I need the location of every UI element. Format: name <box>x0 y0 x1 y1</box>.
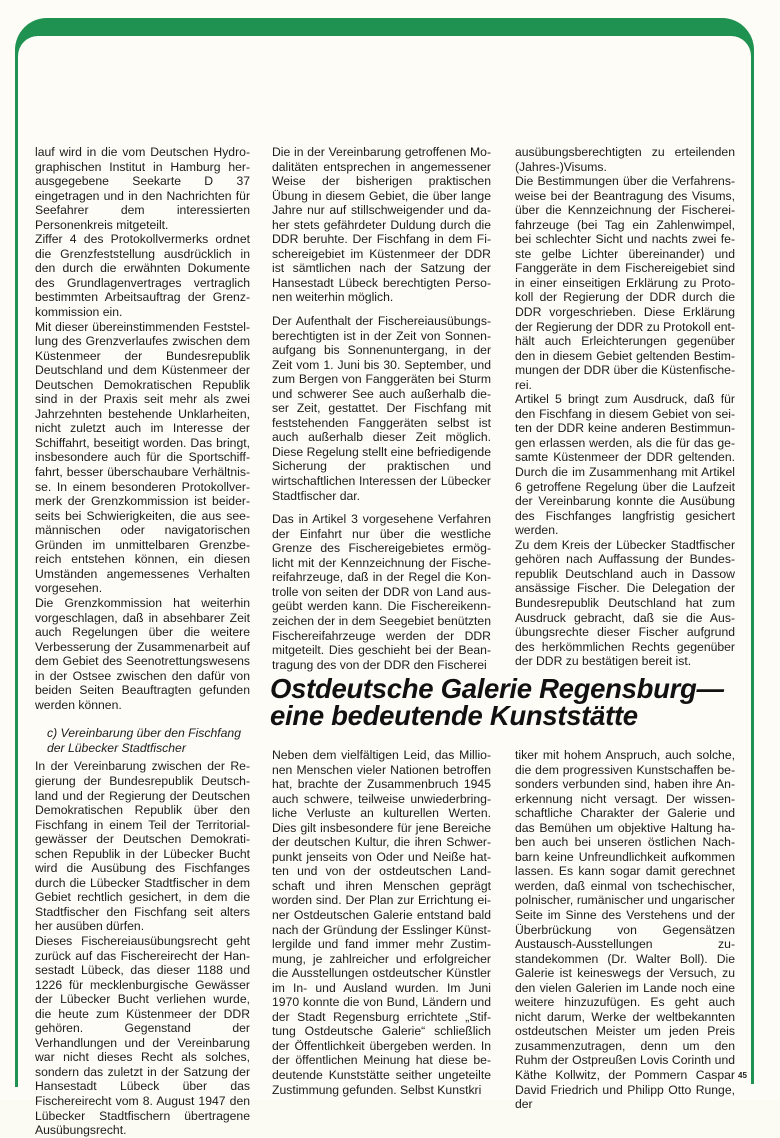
paragraph: ausübungsberechtigten zu erteilenden (Jahres-)Visums. <box>515 145 735 174</box>
article2-column-2 <box>515 748 735 1112</box>
paragraph: Dieses Fischereiausübungsrecht geht zurück auf das Fischereirecht der Hansestadt Lübeck, das dieser 1188 und 1226 für mecklenburgische Gewässer der Lübecker Bucht verliehen wurde, die heute zum Küstenmeer der DDR gehören. Gegenstand der Verhandlungen und der Vereinbarung war nicht dieses Recht als solches, sondern das zuletzt in der Satzung der Hansestadt Lübeck über das Fischereirecht vom 8. August 1947 den Lübecker Stadtfischern übertragene Ausübungsrecht. <box>35 933 250 1138</box>
paragraph: Die Grenzkommission hat weiterhin vorgeschlagen, daß in absehbarer Zeit auch Regelungen über die weitere Verbesserung der Zusammenarbeit auf dem Gebiet des Seenotrettungswesens in der Ostsee zwischen den dafür von beiden Seiten Beauftragten gefunden werden können. <box>35 595 250 712</box>
paragraph: Neben dem vielfältigen Leid, das Millionen Menschen vieler Nationen betroffen hat, brachte der Zusammenbruch 1945 auch schwere, teilweise unwiederbringliche Verluste an kulturellen Werten. Dies gilt insbesondere für jene Bereiche der deutschen Kultur, die ihren Schwerpunkt jenseits von Oder und Neiße hatten und von der ostdeutschen Landschaft und ihren Menschen geprägt worden sind. Der Plan zur Errichtung einer Ostdeutschen Galerie entstand bald nach der Gründung der Esslinger Künstlergilde und fand immer mehr Zustimmung, je zahlreicher und erfolgreicher die Ausstellungen ostdeutscher Künstler im In- und Ausland wurden. Im Juni 1970 konnte die von Bund, Ländern und der Stadt Regensburg errichtete „Stiftung Ostdeutsche Galerie“ schließlich der Öffentlichkeit übergeben werden. In der öffentlichen Meinung hat diese bedeutende Kunststätte seither ungeteilte Zustimmung gefunden. Selbst Kunstkri <box>272 748 491 1097</box>
paragraph: Das in Artikel 3 vorgesehene Verfahren der Einfahrt nur über die westliche Grenze des Fischereigebietes ermöglicht mit der Kennzeichnung der Fischereifahrzeuge, daß in der Regel die Kontrolle von seiten der DDR von Land ausgeübt werden kann. Die Fischereikennzeichen der in dem Seegebiet benützten Fischereifahrzeuge werden der DDR mitgeteilt. Dies geschieht bei der Beantragung des von der DDR den Fischerei <box>272 512 491 672</box>
paragraph: Der Aufenthalt der Fischereiausübungsberechtigten ist in der Zeit von Sonnenaufgang bis Sonnenuntergang, in der Zeit vom 1. Juni bis 30. September, und zum Bergen von Fanggeräten bei Sturm und schwerer See auch außerhalb dieser Zeit, gestattet. Der Fischfang mit feststehenden Fanggeräten selbst ist auch außerhalb dieser Zeit möglich. Diese Regelung stellt eine befriedigende Sicherung der praktischen und wirtschaftlichen Interessen der Lübecker Stadtfischer dar. <box>272 314 491 503</box>
headline-line-1: Ostdeutsche Galerie Regensburg— <box>270 673 724 704</box>
paragraph: Mit dieser übereinstimmenden Feststellung des Grenzverlaufes zwischen dem Küstenmeer der Bundesrepublik Deutschland und dem Küstenmeer der Deutschen Demokratischen Republik sind in der Praxis seit mehr als zwei Jahrzehnten bestehende Unklarheiten, nicht zuletzt auch im Interesse der Schiffahrt, beseitigt worden. Das bringt, insbesondere auch für die Sportschifffahrt, besser überschaubare Verhältnisse. In einem besonderen Protokollvermerk der Grenzkommission ist beiderseits bei Schwierigkeiten, die aus seemännischen oder navigatorischen Gründen im unmittelbaren Grenzbereich entstehen können, ein diesen Umständen angemessenes Verhalten vorgesehen. <box>35 319 250 596</box>
article1-column-1 <box>35 145 250 1138</box>
green-frame-right-rule <box>751 60 754 1084</box>
paragraph: In der Vereinbarung zwischen der Regierung der Bundesrepublik Deutschland und der Regierung der Deutschen Demokratischen Republik über den Fischfang in einem Teil der Territorialgewässer der Deutschen Demokratischen Republik in der Lübecker Bucht wird die Ausübung des Fischfanges durch die Lübecker Stadtfischer in dem Gebiet rechtlich gesichert, in dem die Stadtfischer den Fischfang seit alters her ausüben dürfen. <box>35 759 250 934</box>
paragraph: Die Bestimmungen über die Verfahrensweise bei der Beantragung des Visums, über die Kennzeichnung der Fischereifahrzeuge (bei Tag ein Zahlenwimpel, bei schlechter Sicht und nachts zwei feste gelbe Lichter übereinander) und Fanggeräte in dem Fischereigebiet sind in einer einseitigen Erklärung zu Protokoll der Regierung der DDR durch die DDR vorgeschrieben. Diese Erklärung der Regierung der DDR zu Protokoll enthält auch Erleichterungen gegenüber den in diesem Gebiet geltenden Bestimmungen der DDR über die Küstenfischerei. <box>515 174 735 392</box>
article1-column-3 <box>515 145 735 669</box>
frame-inner-cutout <box>18 36 751 96</box>
section-subheading: c) Vereinbarung über den Fischfang der Lübecker Stadtfischer <box>47 726 241 755</box>
page-number: 45 <box>738 1071 747 1080</box>
paragraph: Ziffer 4 des Protokollvermerks ordnet die Grenzfeststellung ausdrücklich in den durch die erwähnten Dokumente des Grundlagenvertrages vertraglich bestimmten Arbeitsauftrag der Grenzkommission ein. <box>35 232 250 320</box>
paragraph: Artikel 5 bringt zum Ausdruck, daß für den Fischfang in diesem Gebiet von seiten der DDR keine anderen Bestimmungen erlassen werden, als die für das gesamte Küstenmeer der DDR geltenden. Durch die im Zusammenhang mit Artikel 6 getroffene Regelung über die Laufzeit der Vereinbarung konnte die Ausübung des Fischfanges langfristig gesichert werden. <box>515 392 735 538</box>
paragraph: Zu dem Kreis der Lübecker Stadtfischer gehören nach Auffassung der Bundesrepublik Deutschland auch in Dassow ansässige Fischer. Die Delegation der Bundesrepublik Deutschland hat zum Ausdruck gebracht, daß sie die Ausübungsrechte dieser Fischer aufgrund des herkömmlichen Rechts gegenüber der DDR zu bestätigen bereit ist. <box>515 537 735 669</box>
article1-column-2 <box>272 145 491 672</box>
paragraph: tiker mit hohem Anspruch, auch solche, die dem progressiven Kunstschaffen besonders verbunden sind, haben ihre Anerkennung nicht versagt. Der wissenschaftliche Charakter der Galerie und das Bemühen um objektive Haltung haben auch bei unseren östlichen Nachbarn keine Unfreundlichkeit aufkommen lassen. Es kann sogar damit gerechnet werden, daß einmal von tschechischer, polnischer, rumänischer und ungarischer Seite im Sinne des Verstehens und der Überbrückung von Gegensätzen Austausch-Ausstellungen zustandekommen (Dr. Walter Boll). Die Galerie ist keineswegs der Versuch, zu den vielen Galerien im Lande noch eine weitere hinzuzufügen. Es geht auch nicht darum, Werke der weltbekannten ostdeutschen Meister um jeden Preis zusammenzutragen, denn um den Ruhm der Ostpreußen Lovis Corinth und Käthe Kollwitz, der Pommern Caspar David Friedrich und Philipp Otto Runge, der <box>515 748 735 1112</box>
headline-line-2: eine bedeutende Kunststätte <box>270 700 638 731</box>
article2-column-1 <box>272 748 491 1097</box>
paragraph: lauf wird in die vom Deutschen Hydrographischen Institut in Hamburg herausgegebene Seekarte D 37 eingetragen und in den Nachrichten für Seefahrer dem interessierten Personenkreis mitgeteilt. <box>35 145 250 232</box>
paragraph: Die in der Vereinbarung getroffenen Modalitäten entsprechen in angemessener Weise der bisherigen praktischen Übung in diesem Gebiet, die über lange Jahre nur auf stillschweigender und daher stets gefährdeter Duldung durch die DDR beruhte. Der Fischfang in dem Fischereigebiet im Küstenmeer der DDR ist sämtlichen nach der Satzung der Hansestadt Lübeck berechtigten Personen weiterhin möglich. <box>272 145 491 305</box>
green-frame-left-rule <box>15 60 18 1087</box>
article2-headline <box>270 675 750 729</box>
